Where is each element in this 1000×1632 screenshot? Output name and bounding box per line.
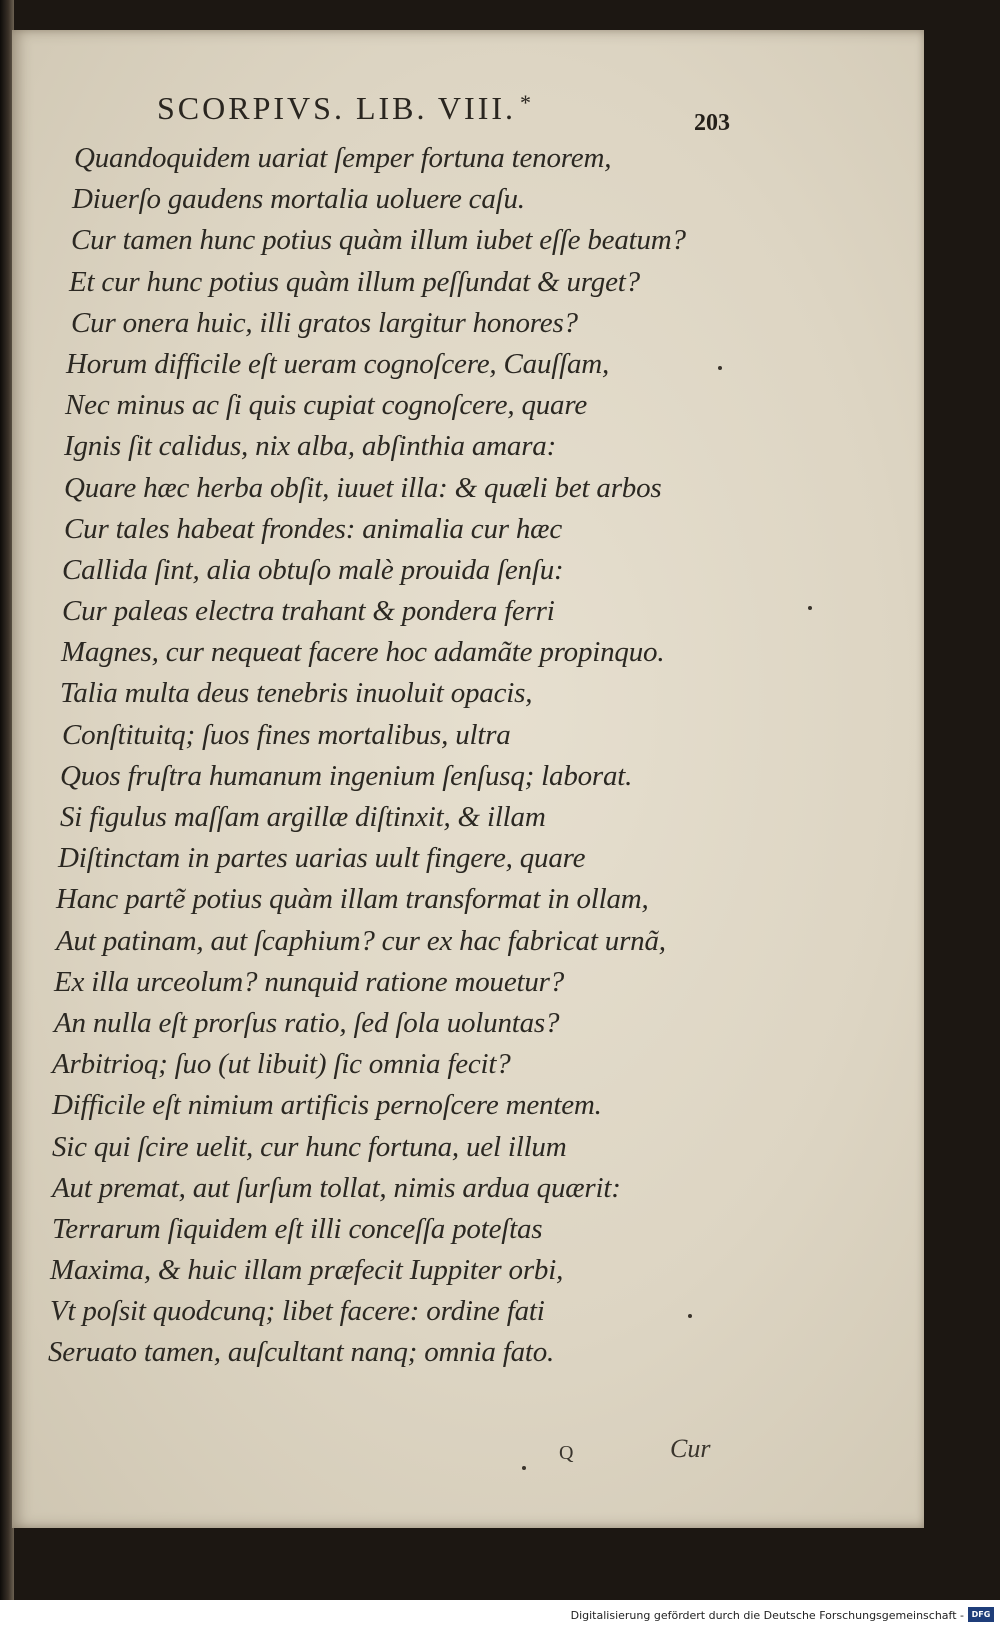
verse-line: Conſtituitq; ſuos fines mortalibus, ultra xyxy=(62,718,511,751)
verse-line: Difficile eſt nimium artificis pernoſcere mentem. xyxy=(52,1089,602,1122)
verse-line: Cur onera huic, illi gratos largitur honores? xyxy=(71,306,578,339)
running-head-title: SCORPIVS. LIB. VIII. xyxy=(157,90,516,126)
verse-line: Seruato tamen, auſcultant nanq; omnia fato. xyxy=(48,1336,555,1369)
digitization-credit: Digitalisierung gefördert durch die Deutsche Forschungsgemeinschaft - xyxy=(570,1609,964,1622)
verse-line: Arbitrioq; ſuo (ut libuit) ſic omnia fecit? xyxy=(52,1048,511,1081)
verse-line: Terrarum ſiquidem eſt illi conceſſa poteſtas xyxy=(52,1212,543,1245)
verse-line: Et cur hunc potius quàm illum peſſundat & urget? xyxy=(69,265,640,298)
verse-line: Si figulus maſſam argillæ diſtinxit, & illam xyxy=(60,801,546,833)
verse-line: Ignis ſit calidus, nix alba, abſinthia amara: xyxy=(64,430,557,463)
verse-line: Aut patinam, aut ſcaphium? cur ex hac fabricat urnã, xyxy=(56,924,666,957)
verse-line: Aut premat, aut ſurſum tollat, nimis ardua quærit: xyxy=(52,1171,621,1204)
verse-line: Magnes, cur nequeat facere hoc adamãte propinquo. xyxy=(61,636,665,669)
ink-speck xyxy=(808,606,812,610)
page-number: 203 xyxy=(694,110,730,136)
ink-speck xyxy=(718,366,722,370)
verse-block xyxy=(48,138,828,1374)
verse-line: Vt poſsit quodcunq; libet facere: ordine fati xyxy=(50,1295,545,1328)
verse-line: Cur tales habeat frondes: animalia cur hæc xyxy=(64,512,562,545)
verse-line: Ex illa urceolum? nunquid ratione mouetur? xyxy=(54,965,565,998)
dfg-logo-icon: DFG xyxy=(968,1607,994,1622)
footer-bar xyxy=(0,1600,1000,1632)
verse-line: Quos fruſtra humanum ingenium ſenſusq; laborat. xyxy=(60,759,633,792)
verse-line: An nulla eſt prorſus ratio, ſed ſola uoluntas? xyxy=(54,1006,560,1039)
verse-line: Talia multa deus tenebris inuoluit opacis, xyxy=(60,677,533,710)
ink-speck xyxy=(688,1314,692,1318)
verse-line: Diuerſo gaudens mortalia uoluere caſu. xyxy=(72,183,525,216)
running-head xyxy=(157,90,534,127)
verse-line: Quandoquidem uariat ſemper fortuna tenorem, xyxy=(74,142,612,174)
verse-line: Callida ſint, alia obtuſo malè prouida ſenſu: xyxy=(62,553,564,586)
verse-line: Horum difficile eſt ueram cognoſcere, Cauſſam, xyxy=(66,347,610,380)
verse-line: Sic qui ſcire uelit, cur hunc fortuna, uel illum xyxy=(52,1130,567,1163)
verse-line: Diſtinctam in partes uarias uult fingere, quare xyxy=(58,842,586,875)
verse-line: Nec minus ac ſi quis cupiat cognoſcere, quare xyxy=(65,389,588,422)
verse-line: Hanc partẽ potius quàm illam transformat in ollam, xyxy=(56,883,649,916)
verse-line: Cur paleas electra trahant & pondera ferri xyxy=(62,595,555,628)
book-page xyxy=(12,30,924,1528)
running-head-mark: * xyxy=(520,90,534,115)
verse-line: Cur tamen hunc potius quàm illum iubet eſſe beatum? xyxy=(71,224,686,257)
verse-line: Maxima, & huic illam præfecit Iuppiter orbi, xyxy=(50,1254,564,1287)
catchword: Cur xyxy=(670,1434,711,1463)
verse-line: Quare hæc herba obſit, iuuet illa: & quæli bet arbos xyxy=(64,471,662,504)
ink-speck xyxy=(522,1466,526,1470)
signature-mark: Q xyxy=(559,1442,574,1464)
